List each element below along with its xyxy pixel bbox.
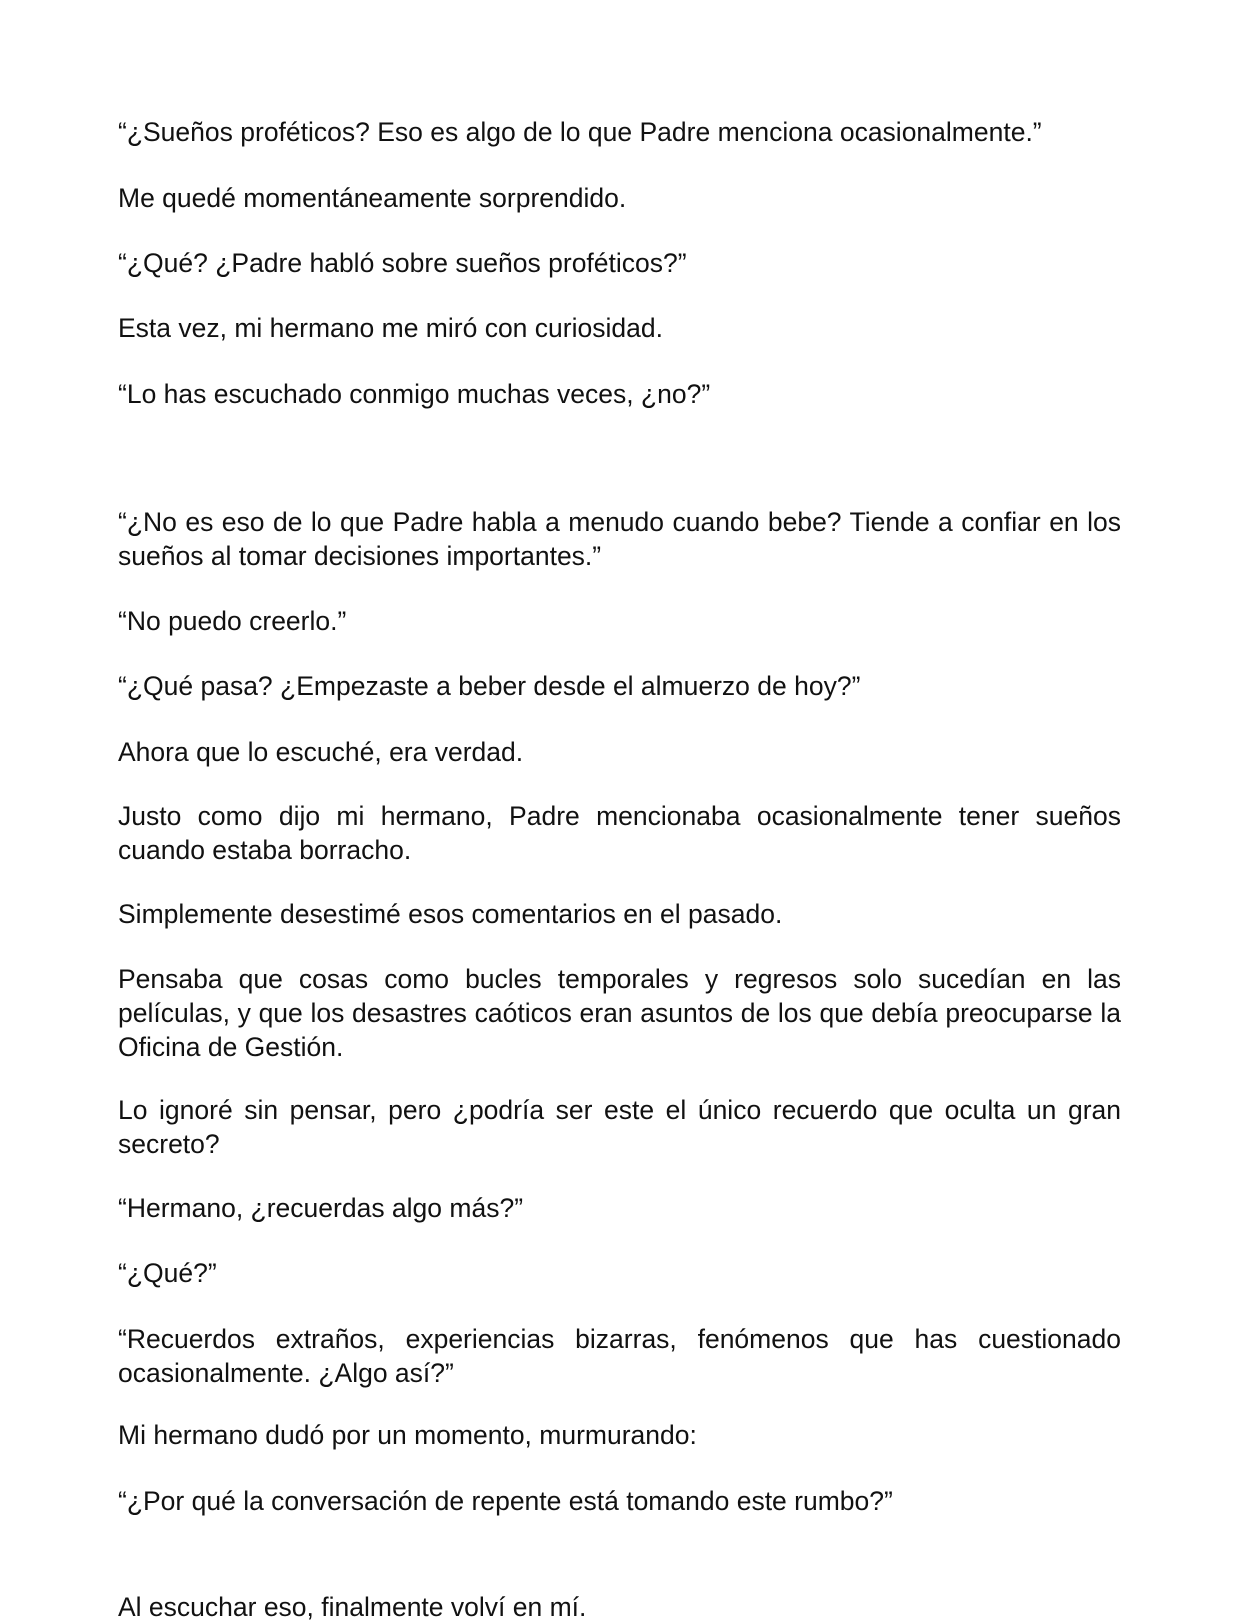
paragraph: “Recuerdos extraños, experiencias bizarras, fenómenos que has cuestionado ocasionalmente. ¿Algo así?” [118,1324,1121,1388]
paragraph: Simplemente desestimé esos comentarios en el pasado. [118,899,783,929]
paragraph: “¿Sueños proféticos? Eso es algo de lo que Padre menciona ocasionalmente.” [118,117,1042,147]
paragraph: Mi hermano dudó por un momento, murmurando: [118,1420,697,1450]
paragraph: “Lo has escuchado conmigo muchas veces, ¿no?” [118,379,711,409]
paragraph: “¿No es eso de lo que Padre habla a menudo cuando bebe? Tiende a confiar en los sueños al tomar decisiones importantes.” [118,507,1121,571]
paragraph: Ahora que lo escuché, era verdad. [118,737,524,767]
paragraph: Esta vez, mi hermano me miró con curiosidad. [118,313,663,343]
paragraph: “¿Qué?” [118,1258,217,1288]
paragraph: Al escuchar eso, finalmente volví en mí. [118,1592,587,1620]
paragraph: “¿Qué? ¿Padre habló sobre sueños proféticos?” [118,248,687,278]
paragraph: “¿Qué pasa? ¿Empezaste a beber desde el almuerzo de hoy?” [118,671,861,701]
paragraph: Lo ignoré sin pensar, pero ¿podría ser este el único recuerdo que oculta un gran secreto? [118,1095,1121,1159]
paragraph: Justo como dijo mi hermano, Padre mencionaba ocasionalmente tener sueños cuando estaba borracho. [118,801,1121,865]
paragraph: “¿Por qué la conversación de repente está tomando este rumbo?” [118,1486,893,1516]
paragraph: “Hermano, ¿recuerdas algo más?” [118,1193,524,1223]
paragraph: “No puedo creerlo.” [118,606,347,636]
paragraph: Pensaba que cosas como bucles temporales y regresos solo sucedían en las películas, y que los desastres caóticos eran asuntos de los que debía preocuparse la Oficina de Gestión. [118,964,1121,1062]
paragraph: Me quedé momentáneamente sorprendido. [118,183,627,213]
